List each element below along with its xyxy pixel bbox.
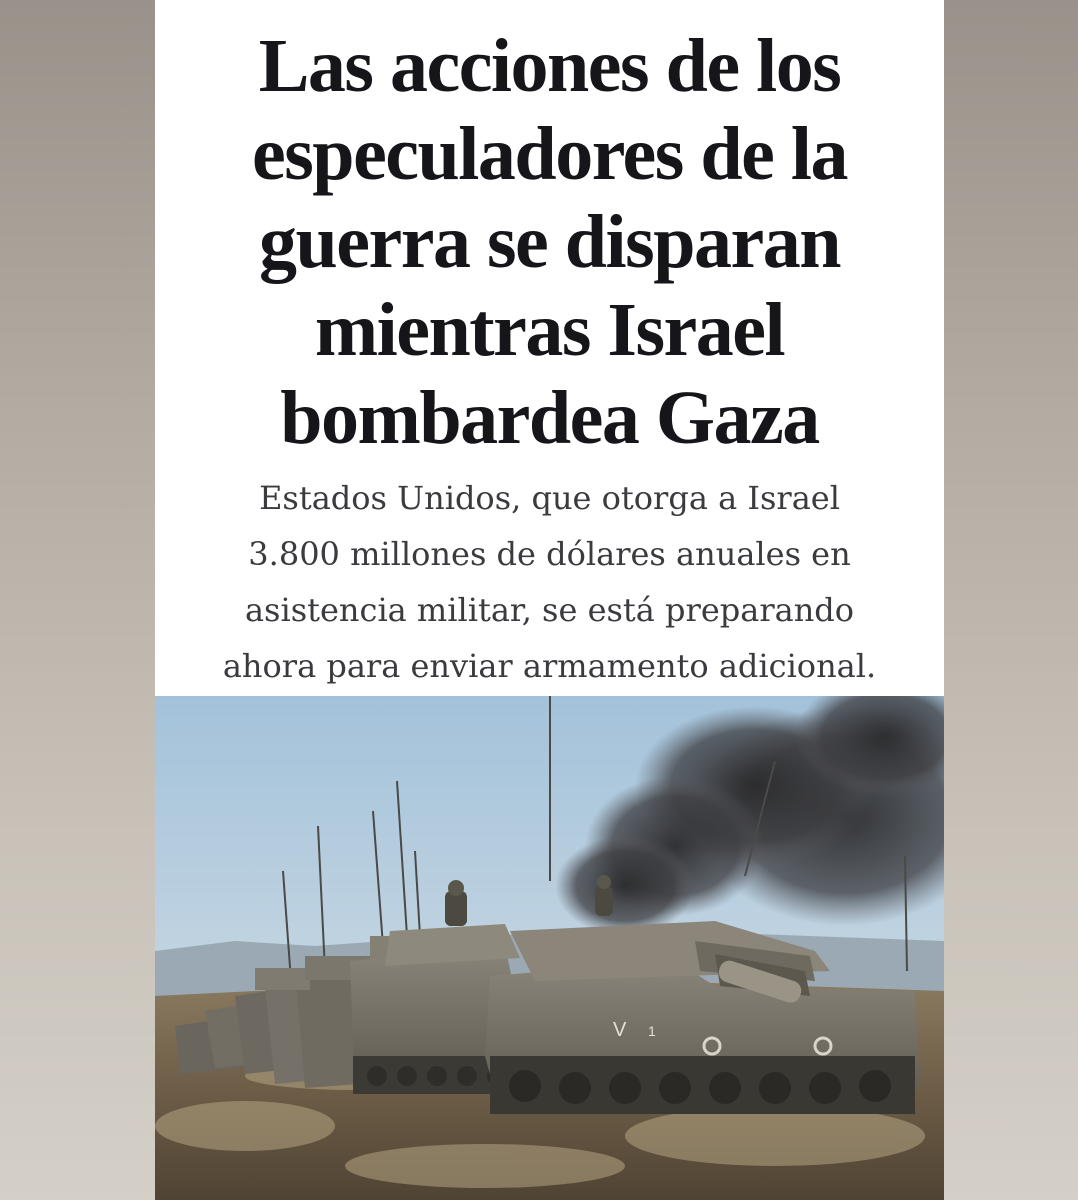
tank-marking-letter: V — [613, 1019, 627, 1041]
article-card — [155, 0, 944, 1200]
subheadline-line: ahora para enviar armamento adicional. — [222, 647, 877, 685]
article-subheadline — [155, 470, 944, 694]
headline-line: bombardea Gaza — [280, 376, 819, 460]
headline-line: mientras Israel — [314, 288, 785, 372]
article-headline — [155, 22, 944, 462]
subheadline-line: Estados Unidos, que otorga a Israel — [259, 479, 840, 517]
headline-line: Las acciones de los — [258, 24, 841, 108]
subheadline-line: 3.800 millones de dólares anuales en — [248, 535, 851, 573]
article-photo-tanks — [155, 696, 944, 1200]
headline-line: especuladores de la — [252, 112, 847, 196]
headline-line: guerra se disparan — [259, 200, 840, 284]
tank-marking-number: 1 — [648, 1023, 656, 1039]
subheadline-line: asistencia militar, se está preparando — [244, 591, 855, 629]
